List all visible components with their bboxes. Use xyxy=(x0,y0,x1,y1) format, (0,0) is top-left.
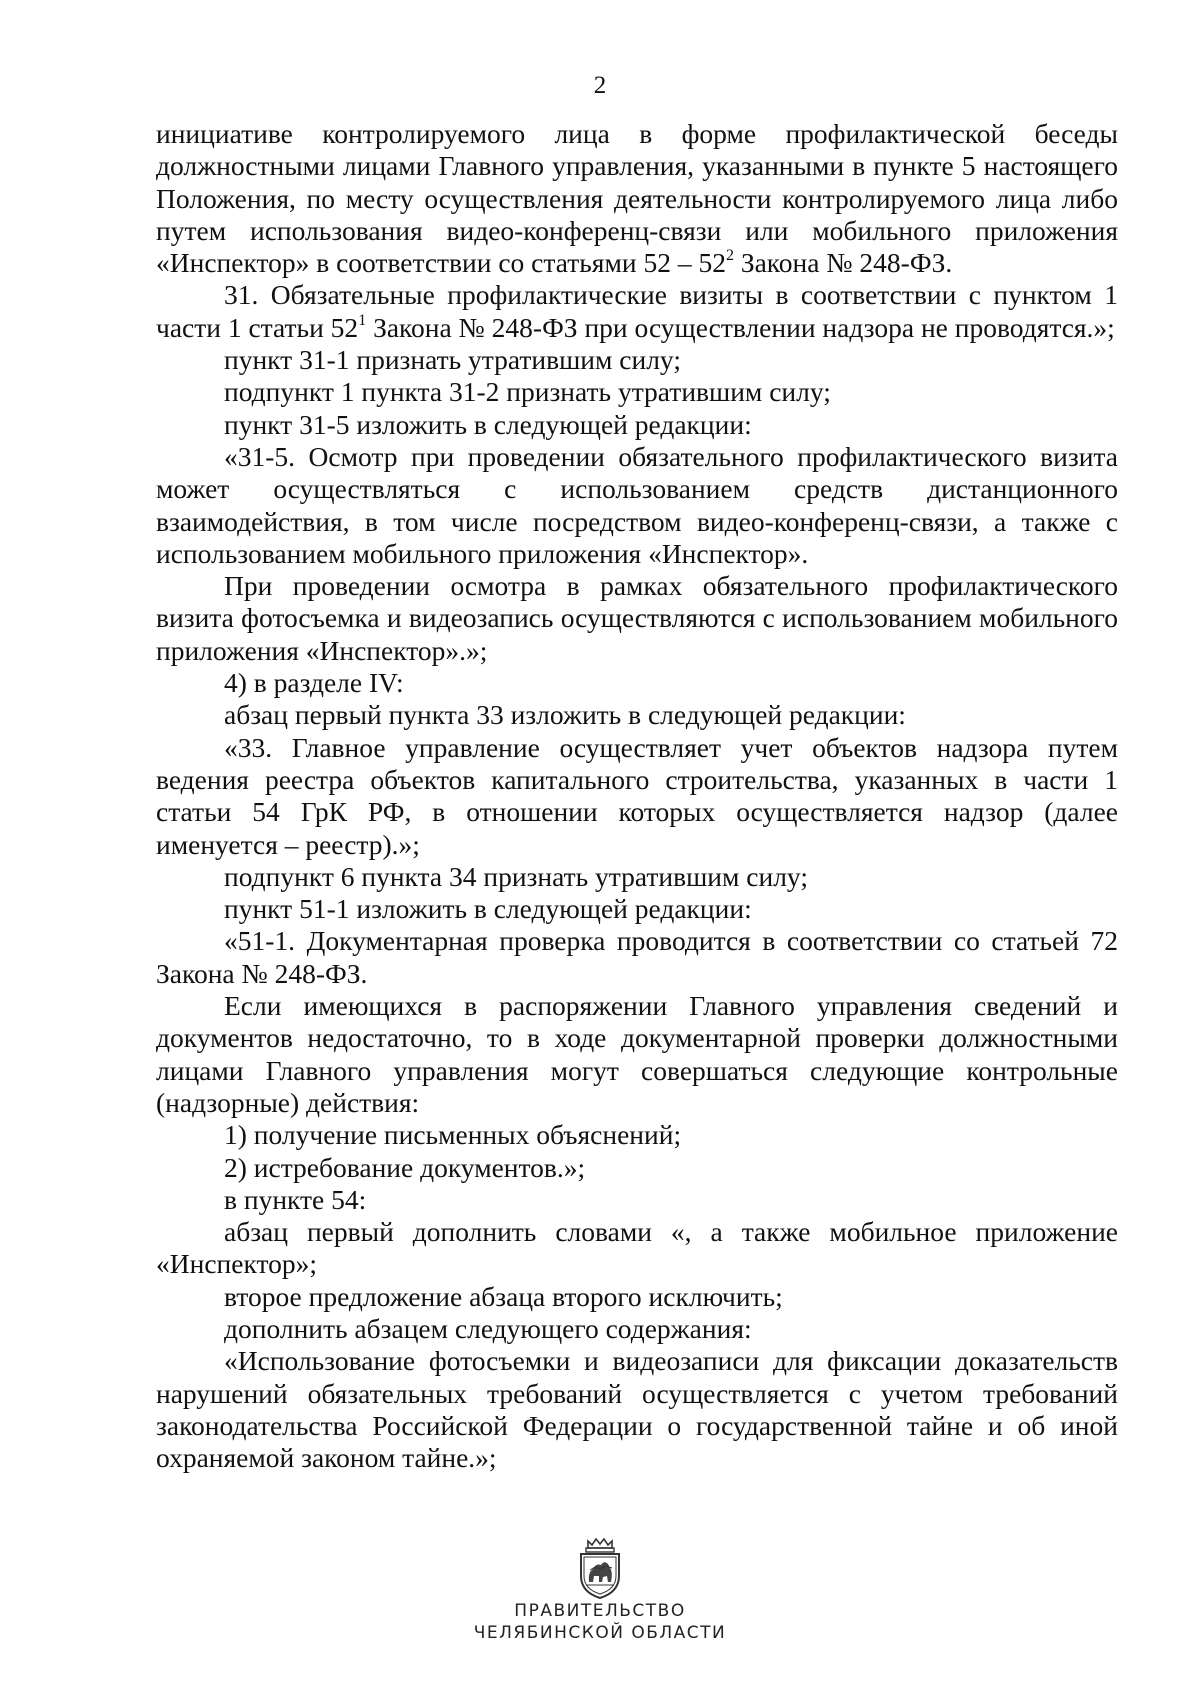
paragraph: пункт 51-1 изложить в следующей редакции: xyxy=(224,893,752,925)
paragraph: в пункте 54: xyxy=(224,1183,367,1215)
stamp-line-2: ЧЕЛЯБИНСКОЙ ОБЛАСТИ xyxy=(473,1623,727,1643)
superscript: 2 xyxy=(725,247,734,265)
document-body xyxy=(156,118,1118,1474)
superscript: 1 xyxy=(358,311,367,329)
paragraph: 1) получение письменных объяснений; xyxy=(224,1119,682,1151)
paragraph: абзац первый пункта 33 изложить в следующей редакции: xyxy=(224,699,906,731)
government-stamp xyxy=(0,1538,1200,1644)
page-number: 2 xyxy=(593,72,607,99)
stamp-line-1: ПРАВИТЕЛЬСТВО xyxy=(514,1601,686,1621)
paragraph: 4) в разделе IV: xyxy=(224,667,404,699)
paragraph: пункт 31-5 изложить в следующей редакции: xyxy=(224,408,752,440)
paragraph: «Использование фотосъемки и видеозаписи для фиксации доказательств нарушений обязательных требований осуществляется с учетом требований законодательства Российской Федерации о государственной тайне и об иной охраняемой законом тайне.»; xyxy=(156,1345,1118,1474)
paragraph-text: 31. Обязательные профилактические визиты в соответствии с пунктом 1 части 1 статьи 52 xyxy=(156,279,1118,343)
paragraph: «33. Главное управление осуществляет учет объектов надзора путем ведения реестра объектов капитального строительства, указанных в части 1 статьи 54 ГрК РФ, в отношении которых осуществляется надзор (далее именуется – реестр).»; xyxy=(156,731,1118,860)
paragraph-text: Закона № 248-ФЗ при осуществлении надзора не проводятся.»; xyxy=(373,311,1115,343)
paragraph: подпункт 1 пункта 31-2 признать утратившим силу; xyxy=(224,376,831,408)
paragraph: 2) истребование документов.»; xyxy=(224,1151,586,1183)
paragraph: «31-5. Осмотр при проведении обязательного профилактического визита может осуществляться с использованием средств дистанционного взаимодействия, в том числе посредством видео-конференц-связи, а также с использованием мобильного приложения «Инспектор». xyxy=(156,440,1118,569)
paragraph-text: инициативе контролируемого лица в форме профилактической беседы должностными лицами Главного управления, указанными в пункте 5 настоящего Положения, по месту осуществления деятельности контролируемого лица либо путем использования видео-конференц-связи или мобильного приложения «Инспектор» в соответствии со статьями 52 – 52 xyxy=(156,118,1118,279)
paragraph: второе предложение абзаца второго исключить; xyxy=(224,1280,783,1312)
paragraph: «51-1. Документарная проверка проводится в соответствии со статьей 72 Закона № 248-ФЗ. xyxy=(156,925,1118,989)
paragraph xyxy=(156,118,1118,279)
paragraph xyxy=(156,279,1118,344)
paragraph: пункт 31-1 признать утратившим силу; xyxy=(224,344,681,376)
paragraph: При проведении осмотра в рамках обязательного профилактического визита фотосъемка и видеозапись осуществляются с использованием мобильного приложения «Инспектор».»; xyxy=(156,570,1118,666)
paragraph: подпункт 6 пункта 34 признать утратившим силу; xyxy=(224,860,808,892)
paragraph: Если имеющихся в распоряжении Главного управления сведений и документов недостаточно, то в ходе документарной проверки должностными лицами Главного управления могут совершаться следующие контрольные (надзорные) действия: xyxy=(156,990,1118,1118)
paragraph: дополнить абзацем следующего содержания: xyxy=(224,1312,752,1344)
paragraph: абзац первый дополнить словами «, а также мобильное приложение «Инспектор»; xyxy=(156,1216,1118,1280)
chelyabinsk-coat-of-arms-icon xyxy=(576,1538,624,1600)
paragraph-text: Закона № 248-ФЗ. xyxy=(740,247,953,279)
